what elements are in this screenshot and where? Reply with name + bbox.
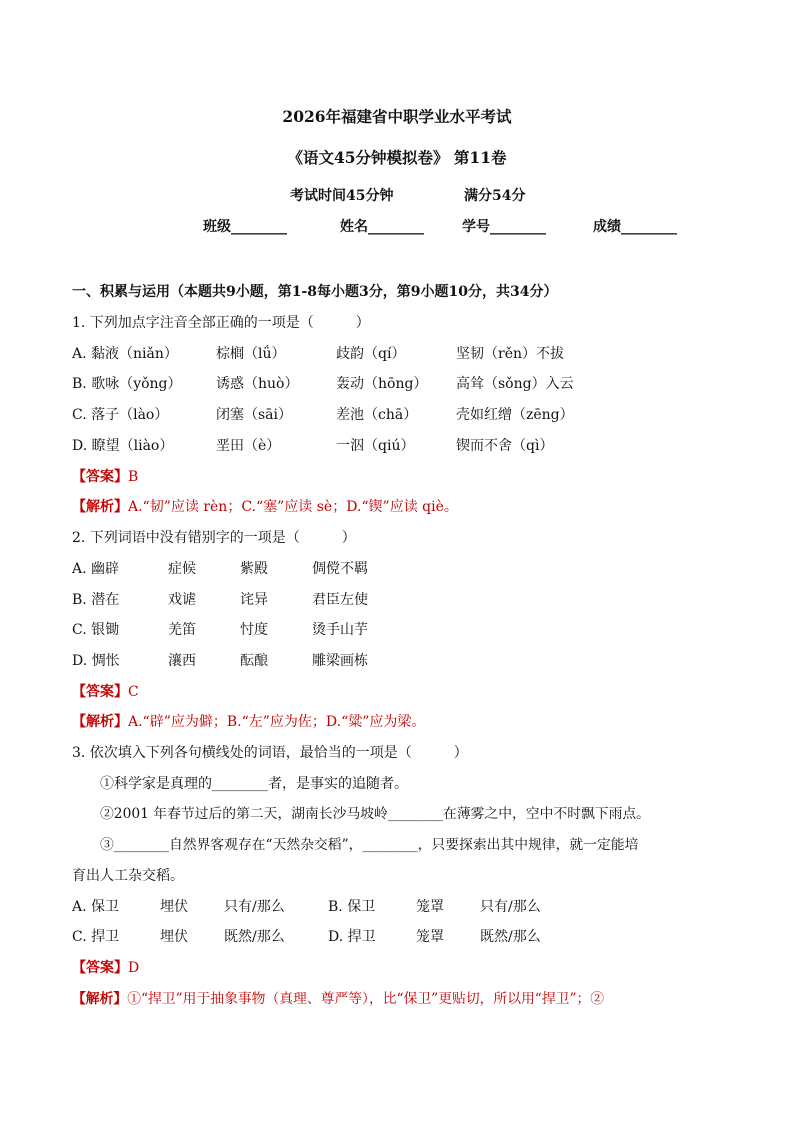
q3-sentence-2: ②2001 年春节过后的第二天，湖南长沙马坡岭________在薄雾之中，空中不时飘下雨点。: [100, 806, 650, 822]
q3-option-a-word3: 只有/那么: [224, 899, 285, 915]
q1-option-a-word3: 歧韵（qí）: [336, 346, 406, 362]
answer-value: D: [128, 960, 140, 976]
q1-option-b-word4: 高耸（sǒng）入云: [456, 376, 574, 392]
q1-answer: [72, 467, 138, 487]
q1-option-d-word3: 一泅（qiú）: [336, 438, 415, 454]
q1-stem: 1. 下列加点字注音全部正确的一项是（ ）: [72, 315, 370, 331]
q2-option-d-word4: 雕梁画栋: [312, 653, 368, 669]
q3-option-a-word2: 埋伏: [160, 899, 188, 915]
q3-option-c-word2: 埋伏: [160, 929, 188, 945]
field-name[interactable]: 姓名________: [340, 219, 424, 235]
q3-option-d-word3: 既然/那么: [480, 929, 541, 945]
q3-option-b-word2: 笼罩: [416, 899, 444, 915]
q2-option-c[interactable]: C. 银锄: [72, 622, 120, 638]
q2-option-c-word2: 羌笛: [168, 622, 196, 638]
q2-option-b-word3: 诧异: [240, 592, 268, 608]
q1-option-b-word2: 诱惑（huò）: [216, 376, 299, 392]
section-heading: 一、积累与运用（本题共9小题，第1-8每小题3分，第9小题10分，共34分）: [72, 284, 558, 300]
q1-option-a[interactable]: A. 黏液（niǎn）: [72, 346, 178, 362]
q2-analysis: [72, 712, 425, 732]
q1-option-d[interactable]: D. 瞭望（liào）: [72, 438, 174, 454]
q3-sentence-3: ③________自然界客观存在“天然杂交稻”，________，只要探索出其中规律，就一定能培: [100, 837, 639, 853]
q2-option-b-word2: 戏谑: [168, 592, 196, 608]
analysis-label: 【解析】: [72, 499, 128, 515]
analysis-label: 【解析】: [72, 714, 128, 730]
exam-subtitle: 《语文45分钟模拟卷》 第11卷: [287, 148, 507, 167]
q1-option-a-word2: 棕榈（lǘ）: [216, 346, 286, 362]
q1-option-c-word2: 闭塞（sāi）: [216, 407, 293, 423]
q2-stem: 2. 下列词语中没有错别字的一项是（ ）: [72, 530, 356, 546]
q2-option-a[interactable]: A. 幽辟: [72, 561, 120, 577]
q1-option-a-word4: 坚韧（rěn）不拔: [456, 346, 564, 362]
q2-option-d[interactable]: D. 惆怅: [72, 653, 120, 669]
q1-analysis: [72, 497, 458, 517]
q3-option-d-word2: 笼罩: [416, 929, 444, 945]
q3-option-b-word3: 只有/那么: [480, 899, 541, 915]
q3-option-a[interactable]: A. 保卫: [72, 899, 120, 915]
field-class[interactable]: 班级________: [203, 219, 287, 235]
exam-title: 2026年福建省中职学业水平考试: [282, 107, 512, 126]
q1-option-c-word3: 差池（chā）: [336, 407, 418, 423]
q3-option-c[interactable]: C. 捍卫: [72, 929, 120, 945]
analysis-label: 【解析】: [72, 991, 128, 1007]
q2-option-b-word4: 君臣左使: [312, 592, 368, 608]
q1-option-b[interactable]: B. 歌咏（yǒng）: [72, 376, 182, 392]
q2-option-c-word4: 烫手山芋: [312, 622, 368, 638]
q2-option-a-word2: 症候: [168, 561, 196, 577]
answer-label: 【答案】: [72, 469, 128, 485]
q1-option-d-word4: 锲而不舍（qì）: [456, 438, 554, 454]
q3-option-d[interactable]: D. 捍卫: [328, 929, 376, 945]
q3-sentence-3-cont: 育出人工杂交稻。: [72, 868, 184, 884]
field-student-id[interactable]: 学号________: [462, 219, 546, 235]
answer-value: C: [128, 684, 139, 700]
q2-option-d-word3: 酝酿: [240, 653, 268, 669]
q3-answer: [72, 958, 139, 978]
q1-option-d-word2: 垩田（è）: [216, 438, 281, 454]
exam-time: 考试时间45分钟: [290, 188, 394, 204]
q3-analysis: [72, 989, 604, 1009]
q1-option-c[interactable]: C. 落子（lào）: [72, 407, 169, 423]
analysis-text: A.“韧”应读 rèn；C.“塞”应读 sè；D.“锲”应读 qiè。: [128, 499, 458, 515]
q3-option-c-word3: 既然/那么: [224, 929, 285, 945]
field-grade[interactable]: 成绩________: [593, 219, 677, 235]
analysis-text: A.“辟”应为僻；B.“左”应为佐；D.“粱”应为梁。: [128, 714, 426, 730]
q3-stem: 3. 依次填入下列各句横线处的词语，最恰当的一项是（ ）: [72, 745, 468, 761]
answer-label: 【答案】: [72, 960, 128, 976]
q1-option-b-word3: 轰动（hōng）: [336, 376, 428, 392]
answer-value: B: [128, 469, 139, 485]
q2-option-a-word4: 倜傥不羁: [312, 561, 368, 577]
q1-option-c-word4: 壳如红缯（zēng）: [456, 407, 574, 423]
q2-option-a-word3: 紫殿: [240, 561, 268, 577]
q2-answer: [72, 682, 139, 702]
answer-label: 【答案】: [72, 684, 128, 700]
exam-score: 满分54分: [464, 188, 526, 204]
q2-option-b[interactable]: B. 潜在: [72, 592, 120, 608]
analysis-text: ①“捍卫”用于抽象事物（真理、尊严等），比“保卫”更贴切，所以用“捍卫”；②: [127, 991, 605, 1007]
q2-option-c-word3: 忖度: [240, 622, 268, 638]
q3-option-b[interactable]: B. 保卫: [328, 899, 376, 915]
q2-option-d-word2: 瀼西: [168, 653, 196, 669]
q3-sentence-1: ①科学家是真理的________者，是事实的追随者。: [100, 776, 408, 792]
